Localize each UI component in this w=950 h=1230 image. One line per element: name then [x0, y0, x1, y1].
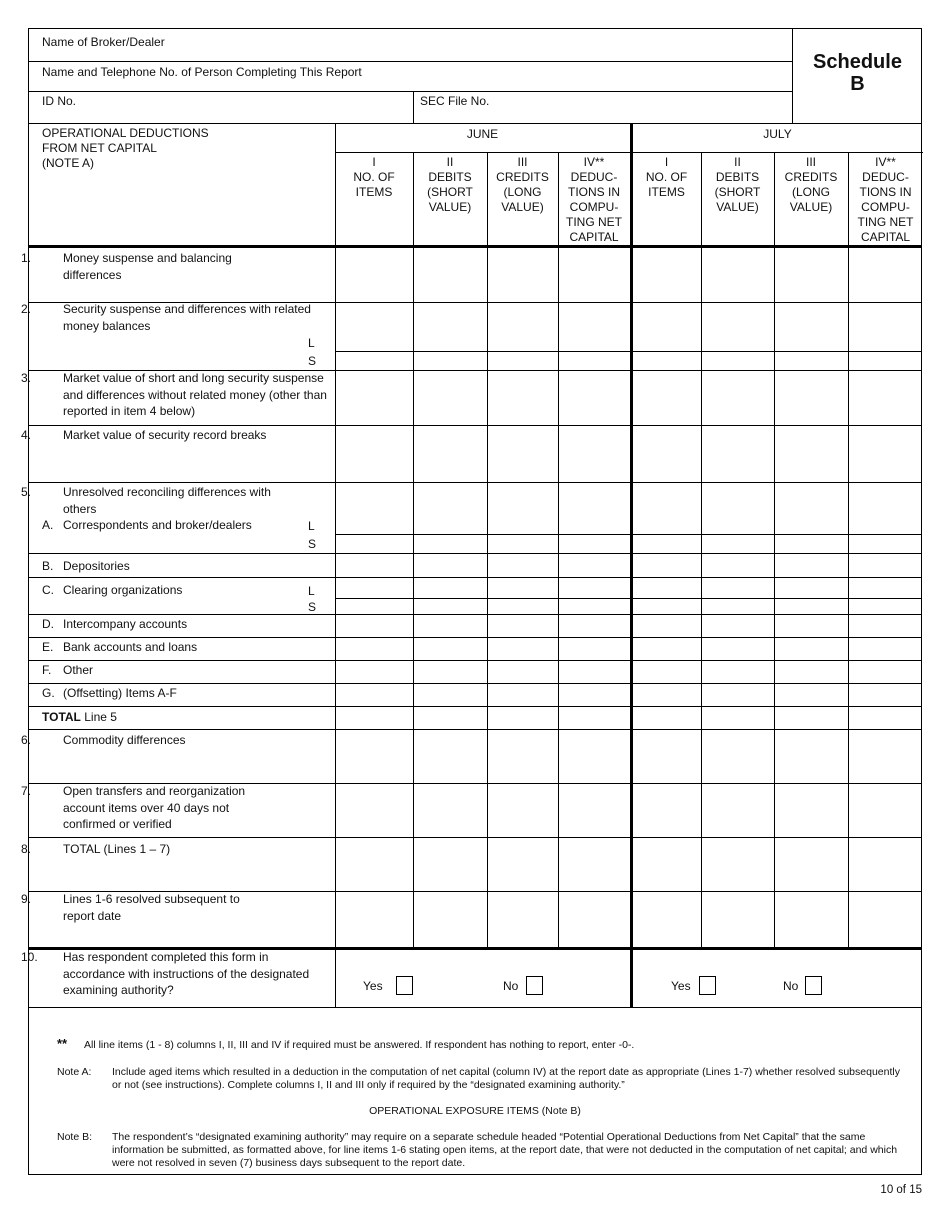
- july-col-1-header: [632, 155, 701, 200]
- note-a-text: Include aged items which resulted in a deduction in the computation of net capital (column IV) at the report date as appropriate (Lines 1-7) whether resolved subsequently or not (see instructions). Complete columns I, II and III only if required by the “designated examining authority.”: [112, 1066, 900, 1091]
- row-num: 2.: [21, 302, 32, 316]
- row-text: TOTAL (Lines 1 – 7): [63, 842, 171, 856]
- row-10-label: [21, 949, 310, 999]
- section-title-line: FROM NET CAPITAL: [42, 141, 157, 155]
- row-5-label: [21, 484, 304, 517]
- col-line: VALUE): [428, 200, 472, 214]
- table-bottom-rule: [29, 1007, 921, 1008]
- row-divider: [29, 577, 921, 578]
- divider: [335, 152, 923, 153]
- col-line: CREDITS: [784, 170, 838, 184]
- month-june: JUNE: [466, 127, 499, 141]
- section-title-line: OPERATIONAL DEDUCTIONS: [42, 126, 209, 140]
- col-line: CAPITAL: [860, 230, 911, 244]
- row-text: Money suspense and balancing differences: [63, 251, 232, 282]
- col-roman: IV**: [583, 155, 605, 169]
- col-line: (SHORT: [714, 185, 761, 199]
- row-num: G.: [42, 686, 55, 700]
- col-line: (LONG: [503, 185, 542, 199]
- section-title: [42, 126, 209, 171]
- grid-line: [558, 152, 559, 948]
- row-text: Correspondents and broker/dealers: [63, 518, 252, 532]
- schedule-b-form: [21, 28, 922, 1175]
- col-line: COMPU-: [569, 200, 619, 214]
- row-5e-label: [42, 639, 332, 656]
- col-line: NO. OF: [645, 170, 688, 184]
- note-b-text: The respondent’s “designated examining authority” may require on a separate schedule headed “Potential Operational Deductions from Net Capital” that the same information be submitted, as formatted above, for line items 1-6 stating open items, at the report date, that were not deducted in the computation of net capital; and which were not resolved in seven (7) business days subsequent to the report date.: [112, 1131, 898, 1169]
- row-divider: [335, 598, 921, 599]
- total-rest-text: Line 5: [80, 710, 117, 724]
- row-text: Market value of short and long security suspense and differences without related money (other than reported in item 4 below): [63, 371, 327, 418]
- note-b-label: Note B:: [57, 1131, 93, 1143]
- grid-line: [487, 152, 488, 948]
- broker-name-label: Name of Broker/Dealer: [42, 35, 165, 49]
- col-line: NO. OF: [353, 170, 395, 184]
- col-line: (LONG: [791, 185, 830, 199]
- row-text: Depositories: [63, 559, 130, 573]
- row-5a-long-label: L: [308, 519, 315, 533]
- row-9-label: [21, 891, 272, 924]
- row-num: B.: [42, 559, 54, 573]
- july-yes-label: Yes: [671, 979, 691, 993]
- col-roman: II: [446, 155, 454, 169]
- row-divider: [335, 351, 921, 352]
- col-roman: III: [517, 155, 528, 169]
- col-roman: I: [372, 155, 376, 169]
- id-no-label: ID No.: [42, 94, 77, 108]
- row-4-label: [21, 427, 332, 444]
- row-text: Has respondent completed this form in accordance with instructions of the designated examining authority?: [63, 950, 310, 997]
- row-divider: [29, 729, 921, 730]
- col-line: CREDITS: [496, 170, 549, 184]
- row-divider: [29, 553, 921, 554]
- row-num: F.: [42, 663, 52, 677]
- note-a-label: Note A:: [57, 1066, 92, 1078]
- row-text: Bank accounts and loans: [63, 640, 198, 654]
- row-divider: [29, 683, 921, 684]
- row-num: 3.: [21, 371, 32, 385]
- row-text: Market value of security record breaks: [63, 428, 267, 442]
- july-col-4-header: [848, 155, 923, 245]
- divider: [29, 61, 792, 62]
- divider: [29, 123, 921, 124]
- col-roman: I: [664, 155, 669, 169]
- row-divider: [29, 660, 921, 661]
- row-5f-label: [42, 662, 332, 679]
- row-num: D.: [42, 617, 54, 631]
- row-divider: [29, 482, 921, 483]
- schedule-title: [793, 51, 922, 95]
- row-5b-label: [42, 558, 332, 575]
- row-2-label: [21, 301, 312, 334]
- col-line: TING NET: [566, 215, 622, 229]
- july-col-3-header: [774, 155, 848, 215]
- row-num: 5.: [21, 485, 32, 499]
- june-col-3-header: [487, 155, 558, 215]
- footnote-star-text: All line items (1 - 8) columns I, II, III and IV if required must be answered. If respondent has nothing to report, enter -0-.: [84, 1039, 635, 1051]
- row-divider: [29, 837, 921, 838]
- row-num: A.: [42, 518, 54, 532]
- exposure-title: OPERATIONAL EXPOSURE ITEMS (Note B): [369, 1105, 581, 1117]
- row-5c-long-label: L: [308, 584, 315, 598]
- col-line: VALUE): [789, 200, 833, 214]
- col-line: TIONS IN: [567, 185, 620, 199]
- row-5c-short-label: S: [308, 600, 317, 614]
- row-5a-label: [42, 517, 332, 534]
- row-divider: [335, 534, 921, 535]
- col-line: COMPU-: [861, 200, 910, 214]
- row-total-line-5-label: [42, 709, 332, 726]
- row-num: 6.: [21, 733, 32, 747]
- row-3-label: [21, 370, 332, 420]
- row-5c-label: [42, 582, 332, 599]
- col-line: TIONS IN: [859, 185, 912, 199]
- col-line: ITEMS: [648, 185, 685, 199]
- total-bold-text: TOTAL: [42, 710, 81, 724]
- row-text: Security suspense and differences with related money balances: [63, 302, 311, 333]
- col-roman: III: [805, 155, 816, 169]
- june-no-label: No: [503, 979, 519, 993]
- row-divider: [29, 706, 921, 707]
- col-line: ITEMS: [355, 185, 393, 199]
- row-text: Intercompany accounts: [63, 617, 188, 631]
- grid-line: [848, 152, 849, 948]
- month-july: JULY: [763, 127, 792, 141]
- june-col-2-header: [413, 155, 487, 215]
- row-text: Lines 1-6 resolved subsequent to report date: [63, 892, 240, 923]
- row-5a-short-label: S: [308, 537, 317, 551]
- july-col-2-header: [701, 155, 774, 215]
- row-7-label: [21, 783, 282, 833]
- row-text: (Offsetting) Items A-F: [63, 686, 177, 700]
- row-divider: [29, 614, 921, 615]
- july-no-checkbox[interactable]: [805, 976, 822, 995]
- row-text: Commodity differences: [63, 733, 186, 747]
- row-num: C.: [42, 583, 54, 597]
- col-roman: IV**: [875, 155, 896, 169]
- person-name-label: Name and Telephone No. of Person Completing This Report: [42, 65, 362, 79]
- divider: [29, 91, 792, 92]
- row-num: 1.: [21, 251, 32, 265]
- page-number: 10 of 15: [880, 1184, 922, 1196]
- col-line: CAPITAL: [569, 230, 619, 244]
- july-no-label: No: [783, 979, 799, 993]
- col-line: DEBITS: [428, 170, 472, 184]
- row-1-label: [21, 250, 272, 283]
- row-2-long-label: L: [308, 336, 315, 350]
- row-num: 4.: [21, 428, 32, 442]
- row-5g-label: [42, 685, 332, 702]
- july-yes-checkbox[interactable]: [699, 976, 716, 995]
- grid-line: [413, 152, 414, 948]
- row-text: Clearing organizations: [63, 583, 183, 597]
- grid-line: [774, 152, 775, 948]
- grid-line: [630, 123, 633, 1007]
- col-line: DEDUC-: [862, 170, 909, 184]
- header-bottom-rule: [29, 245, 921, 248]
- row-text: Unresolved reconciling differences with others: [63, 485, 271, 516]
- schedule-title-word: Schedule: [813, 51, 902, 73]
- row-text: Other: [63, 663, 94, 677]
- row-8-label: [21, 841, 332, 858]
- row-num: 9.: [21, 892, 32, 906]
- col-line: TING NET: [857, 215, 914, 229]
- row-num: E.: [42, 640, 54, 654]
- col-line: VALUE): [501, 200, 544, 214]
- row-5d-label: [42, 616, 332, 633]
- row-divider: [29, 637, 921, 638]
- june-yes-label: Yes: [363, 979, 383, 993]
- schedule-letter: B: [850, 73, 865, 95]
- june-yes-checkbox[interactable]: [396, 976, 413, 995]
- col-line: VALUE): [716, 200, 759, 214]
- row-6-label: [21, 732, 332, 749]
- grid-line: [335, 123, 336, 1007]
- sec-file-label: SEC File No.: [420, 94, 490, 108]
- footnote-star-mark: **: [57, 1036, 68, 1051]
- grid-line: [701, 152, 702, 948]
- col-line: DEDUC-: [570, 170, 618, 184]
- col-roman: II: [734, 155, 741, 169]
- june-col-1-header: [335, 155, 413, 200]
- row-num: 10.: [21, 950, 38, 964]
- col-line: DEBITS: [715, 170, 760, 184]
- row-num: 7.: [21, 784, 32, 798]
- june-col-4-header: [558, 155, 630, 245]
- divider: [413, 91, 414, 123]
- row-divider: [29, 425, 921, 426]
- row-num: 8.: [21, 842, 32, 856]
- section-title-line: (NOTE A): [42, 156, 95, 170]
- col-line: (SHORT: [427, 185, 473, 199]
- row-2-short-label: S: [308, 354, 317, 368]
- june-no-checkbox[interactable]: [526, 976, 543, 995]
- row-text: Open transfers and reorganization account items over 40 days not confirmed or verified: [63, 784, 246, 831]
